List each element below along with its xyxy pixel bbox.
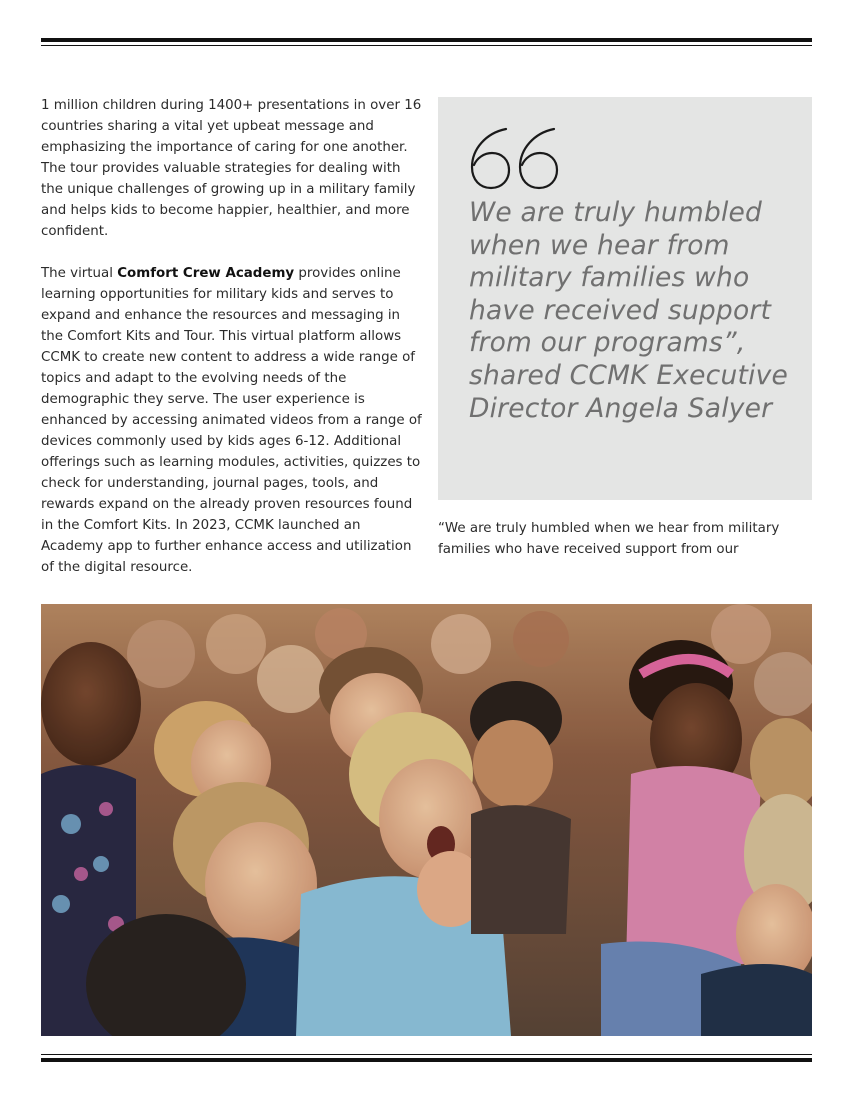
paragraph-academy: [41, 263, 426, 578]
top-rule: [41, 38, 812, 46]
academy-description: provides online learning opportunities for military kids and serves to expand and enhance the resources and messaging in the Comfort Kits and Tour. This virtual platform allows CCMK to create new content to address a wide range of topics and adapt to the evolving needs of the demographic they serve. The user experience is enhanced by accessing animated videos from a range of devices commonly used by kids ages 6-12. Additional offerings such as learning modules, activities, quizzes to check for understanding, journal pages, tools, and rewards expand on the already proven resources found in the Comfort Kits. In 2023, CCMK launched an Academy app to further enhance access and utilization of the digital resource.: [41, 266, 422, 575]
quote-body-text: “We are truly humbled when we hear from military families who have received support from our: [438, 521, 780, 557]
pull-quote-text: We are truly humbled when we hear from military families who have received support from our programs”, shared CCMK Executive Director Angela Salyer: [469, 197, 788, 424]
pull-quote-box: [438, 97, 812, 500]
academy-intro: The virtual: [41, 266, 118, 281]
quote-mark-icon: [468, 125, 560, 195]
paragraph-tour: 1 million children during 1400+ presentations in over 16 countries sharing a vital yet upbeat message and emphasizing the importance of caring for one another. The tour provides valuable strategies for dealing with the unique challenges of growing up in a military family and helps kids to become happier, healthier, and more confident.: [41, 98, 422, 239]
left-column: [41, 95, 426, 599]
photo: [41, 604, 812, 1036]
academy-name: Comfort Crew Academy: [117, 266, 295, 281]
bottom-rule: [41, 1054, 812, 1062]
